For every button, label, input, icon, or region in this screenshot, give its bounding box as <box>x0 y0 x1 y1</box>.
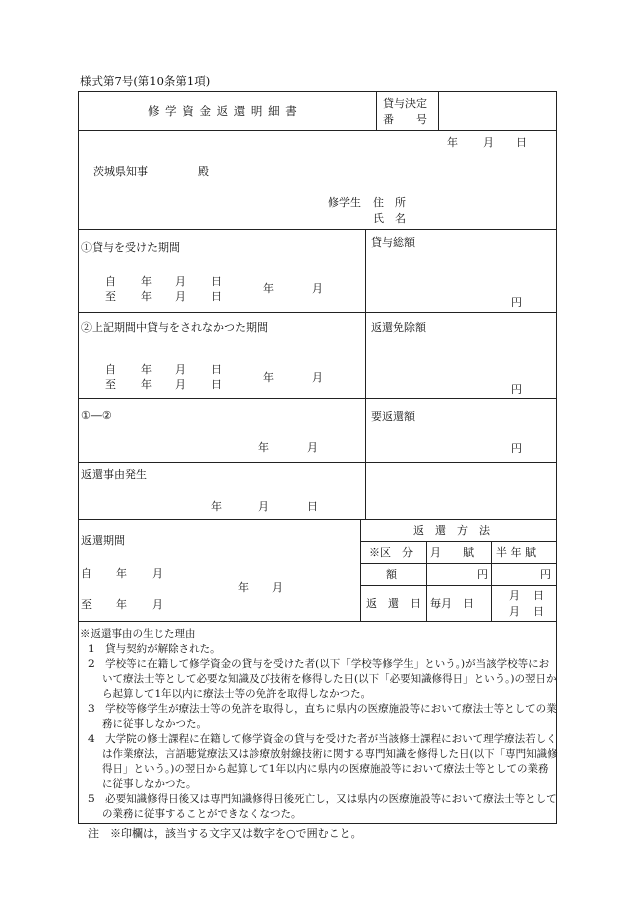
grid-line-3 <box>78 462 557 463</box>
period1-title: ①貸与を受けた期間 <box>81 241 180 254</box>
grid-line-2 <box>78 398 557 399</box>
category-label[interactable]: ※区 分 <box>369 546 413 559</box>
repay-period-label: 返還期間 <box>81 534 125 547</box>
period1-to-year: 年 <box>141 290 152 303</box>
method-line-3 <box>360 585 557 586</box>
period2-total-year: 年 <box>263 371 274 384</box>
addressee: 茨城県知事 <box>93 165 148 178</box>
required-yen: 円 <box>511 442 522 455</box>
reason-4[interactable]: 4 大学院の修士課程に在籍して修学資金の貸与を受けた者が当該修士課程において理学療法若しくは作業療法，言語聴覚療法又は診療放射線技術に関する専門知識を修得した日(以下「専門知識修得日」という。)の翌日から起算して1年以内に県内の医療施設等において療法士等としての業務に従事しなかつた。 <box>88 733 558 790</box>
reason-2[interactable]: 2 学校等に在籍して修学資金の貸与を受けた者(以下「学校等修学生」という。)が当該学校等において療法士等として必要な知識及び技術を修得した日(以下「必要知識修得日」という。)の翌日から起算して1年以内に療法士等の免許を取得しなかつた。 <box>88 658 557 700</box>
date-year: 年 <box>447 136 458 149</box>
grid-line-1 <box>78 312 557 313</box>
total-loan-yen: 円 <box>511 296 522 309</box>
repay-to: 至 <box>81 598 92 611</box>
reasons-title: ※返還事由の生じた理由 <box>80 628 196 640</box>
form-label: 様式第7号(第10条第1項) <box>80 74 211 88</box>
occurrence-year: 年 <box>211 500 222 513</box>
total-loan-label: 貸与総額 <box>371 236 415 249</box>
method-col-2 <box>491 541 492 622</box>
period1-from-month: 月 <box>175 275 186 288</box>
period1-to-day: 日 <box>211 290 222 303</box>
repay-to-month: 月 <box>152 598 163 611</box>
method-line-1 <box>360 541 557 542</box>
period2-from-day: 日 <box>211 363 222 376</box>
period2-from-year: 年 <box>141 363 152 376</box>
loan-no-label-1: 貸与決定 <box>383 97 427 110</box>
period2-total-month: 月 <box>312 371 323 384</box>
loan-no-field[interactable] <box>440 93 555 129</box>
repay-from-month: 月 <box>152 567 163 580</box>
reason-5[interactable]: 5 必要知識修得日後又は専門知識修得日後死亡し，又は県内の医療施設等において療法士等としての業務に従事することができなくなつた。 <box>88 793 557 820</box>
occurrence-month: 月 <box>258 500 269 513</box>
honorific: 殿 <box>198 165 209 178</box>
repay-from-year: 年 <box>116 567 127 580</box>
amount-yen-semiannual: 円 <box>540 568 551 581</box>
semi-day-1-month: 月 <box>509 589 520 602</box>
form-title: 修 学 資 金 返 還 明 細 書 <box>148 104 298 118</box>
student-label: 修学生 <box>328 196 361 209</box>
amount-label: 額 <box>386 568 397 581</box>
period2-from: 自 <box>105 363 116 376</box>
repay-divider <box>360 519 361 622</box>
method-col-1 <box>426 541 427 622</box>
grid-divider <box>365 229 366 520</box>
semi-day-2-day: 日 <box>533 605 544 618</box>
period2-to-month: 月 <box>175 378 186 391</box>
period1-to: 至 <box>105 290 116 303</box>
name-label: 氏 名 <box>373 212 406 225</box>
diff-month: 月 <box>307 441 318 454</box>
period1-total-year: 年 <box>263 282 274 295</box>
period2-title: ②上記期間中貸与をされなかつた期間 <box>81 321 268 334</box>
reason-1[interactable]: 1 貸与契約が解除された。 <box>88 643 221 655</box>
occurrence-label: 返還事由発生 <box>81 468 147 481</box>
repay-total-year: 年 <box>238 581 249 594</box>
date-day: 日 <box>516 136 527 149</box>
period1-from: 自 <box>105 275 116 288</box>
title-divider-2 <box>438 91 439 131</box>
title-divider-1 <box>376 91 377 131</box>
diff-title: ①―② <box>81 409 112 422</box>
repay-to-year: 年 <box>116 598 127 611</box>
repay-from: 自 <box>81 567 92 580</box>
period2-to-year: 年 <box>141 378 152 391</box>
period1-to-month: 月 <box>175 290 186 303</box>
period2-from-month: 月 <box>175 363 186 376</box>
repay-day-label: 返 還 日 <box>366 597 421 610</box>
date-month: 月 <box>483 136 494 149</box>
period1-from-year: 年 <box>141 275 152 288</box>
exempt-label: 返還免除額 <box>371 321 426 334</box>
reasons-list <box>82 627 558 822</box>
semi-day-2-month: 月 <box>509 605 520 618</box>
amount-yen-monthly: 円 <box>477 568 488 581</box>
diff-year: 年 <box>258 441 269 454</box>
period2-to: 至 <box>105 378 116 391</box>
monthly-option[interactable]: 月 賦 <box>430 546 474 559</box>
loan-no-label-2: 番 号 <box>383 113 427 126</box>
footnote: 注 ※印欄は，該当する文字又は数字を○で囲むこと。 <box>88 827 362 840</box>
repay-total-month: 月 <box>272 581 283 594</box>
reason-3[interactable]: 3 学校等修学生が療法士等の免許を取得し，直ちに県内の医療施設等において療法士等としての業務に従事しなかつた。 <box>88 703 557 730</box>
period2-to-day: 日 <box>211 378 222 391</box>
occurrence-day: 日 <box>307 500 318 513</box>
method-title: 返 還 方 法 <box>413 524 490 537</box>
required-label: 要返還額 <box>371 410 415 423</box>
period1-from-day: 日 <box>211 275 222 288</box>
semi-day-1-day: 日 <box>533 589 544 602</box>
address-label: 住 所 <box>373 196 406 209</box>
monthly-day-label: 毎月 日 <box>430 597 474 610</box>
semiannual-option[interactable]: 半 年 賦 <box>496 546 536 559</box>
method-line-2 <box>360 563 557 564</box>
exempt-yen: 円 <box>511 383 522 396</box>
period1-total-month: 月 <box>312 282 323 295</box>
